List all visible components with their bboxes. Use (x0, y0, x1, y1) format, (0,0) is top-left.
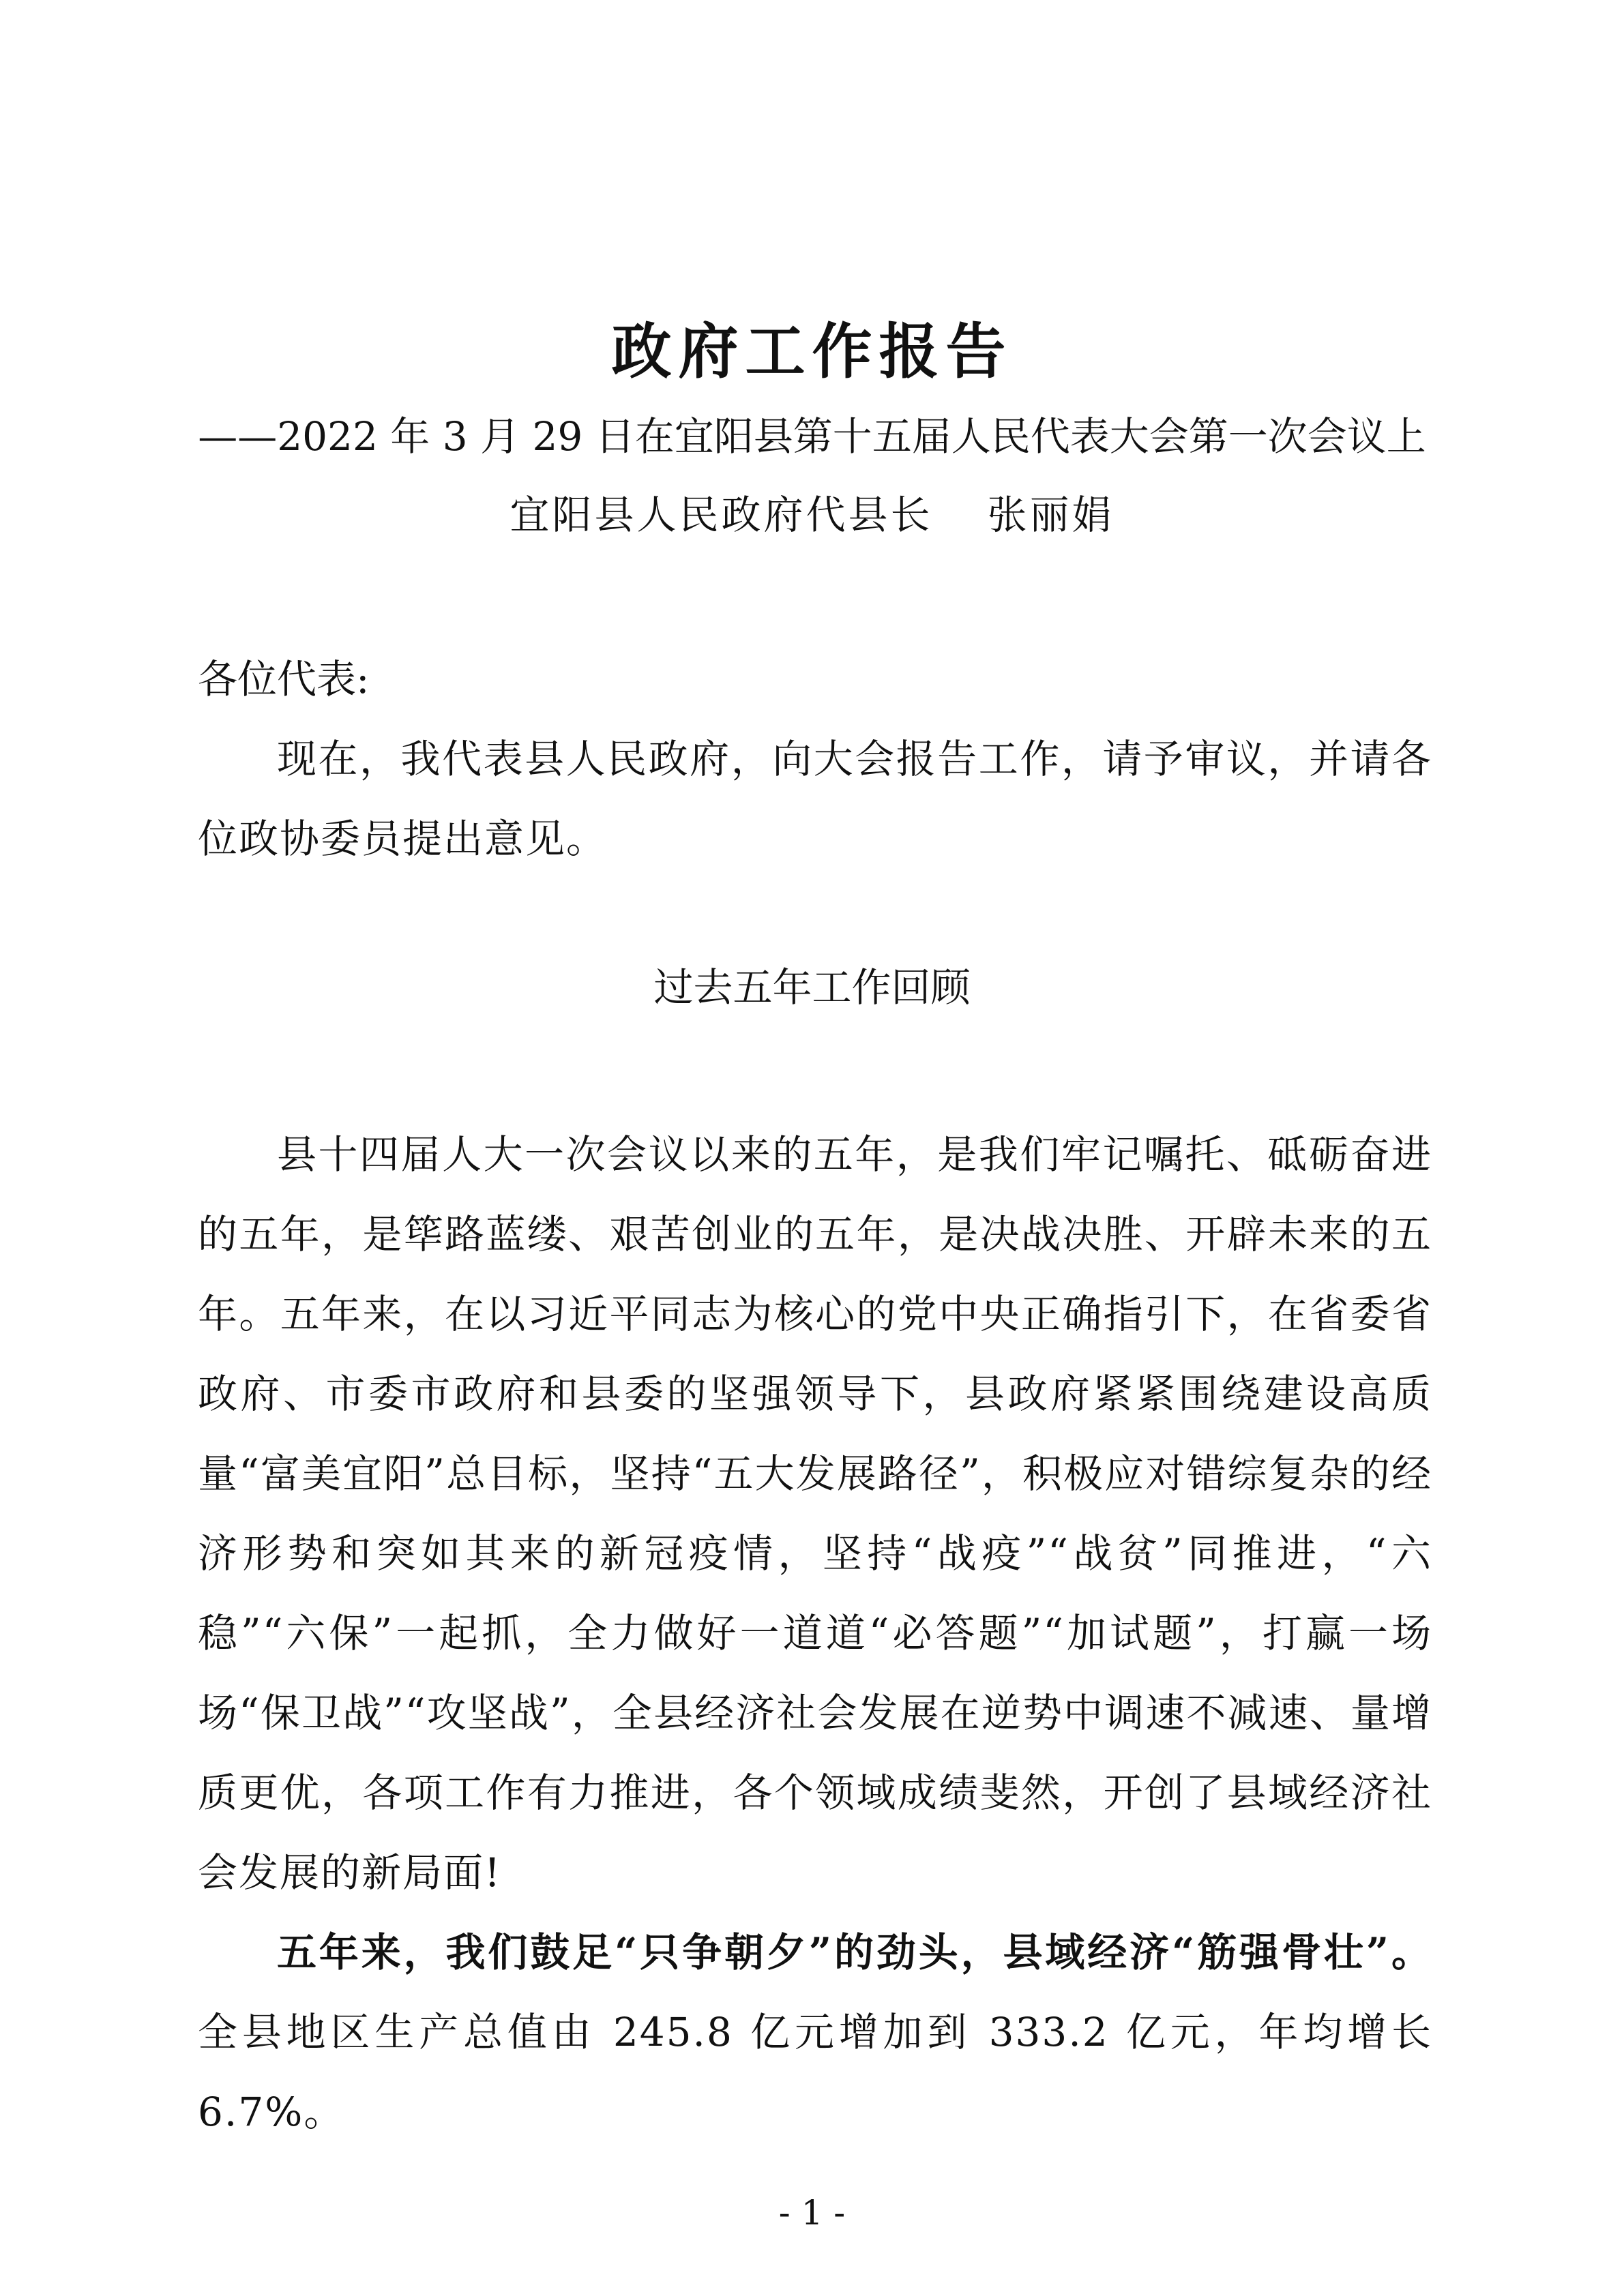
intro-paragraph: 现在，我代表县人民政府，向大会报告工作，请予审议，并请各位政协委员提出意见。 (198, 736, 1432, 862)
author-role: 宜阳县人民政府代县长 (510, 492, 933, 538)
salutation: 各位代表: (198, 656, 370, 702)
review-block (198, 1115, 1432, 2152)
author-line (0, 484, 1624, 546)
document-subtitle: ——2022 年 3 月 29 日在宜阳县第十五届人民代表大会第一次会议上 (198, 413, 1426, 460)
economy-paragraph (198, 1913, 1432, 2152)
intro-block (198, 719, 1432, 879)
review-paragraph: 县十四届人大一次会议以来的五年，是我们牢记嘱托、砥砺奋进的五年，是筚路蓝缕、艰苦创业的五年，是决战决胜、开辟未来的五年。五年来，在以习近平同志为核心的党中央正确指引下，在省委省政府、市委市政府和县委的坚强领导下，县政府紧紧围绕建设高质量“富美宜阳”总目标，坚持“五大发展路径”，积极应对错综复杂的经济形势和突如其来的新冠疫情，坚持“战疫”“战贫”同推进，“六稳”“六保”一起抓，全力做好一道道“必答题”“加试题”，打赢一场场“保卫战”“攻坚战”，全县经济社会发展在逆势中调速不减速、量增质更优，各项工作有力推进，各个领域成绩斐然，开创了县域经济社会发展的新局面! (198, 1131, 1432, 1896)
document-title: 政府工作报告 (611, 316, 1013, 387)
section-heading: 过去五年工作回顾 (653, 964, 971, 1011)
economy-lead: 五年来，我们鼓足“只争朝夕”的劲头，县域经济“筋强骨壮”。 (277, 1929, 1432, 1976)
author-name: 张丽娟 (987, 492, 1114, 538)
page-number: - 1 - (778, 2193, 846, 2233)
economy-text: 全县地区生产总值由 245.8 亿元增加到 333.2 亿元，年均增长 6.7%。 (198, 2009, 1432, 2135)
